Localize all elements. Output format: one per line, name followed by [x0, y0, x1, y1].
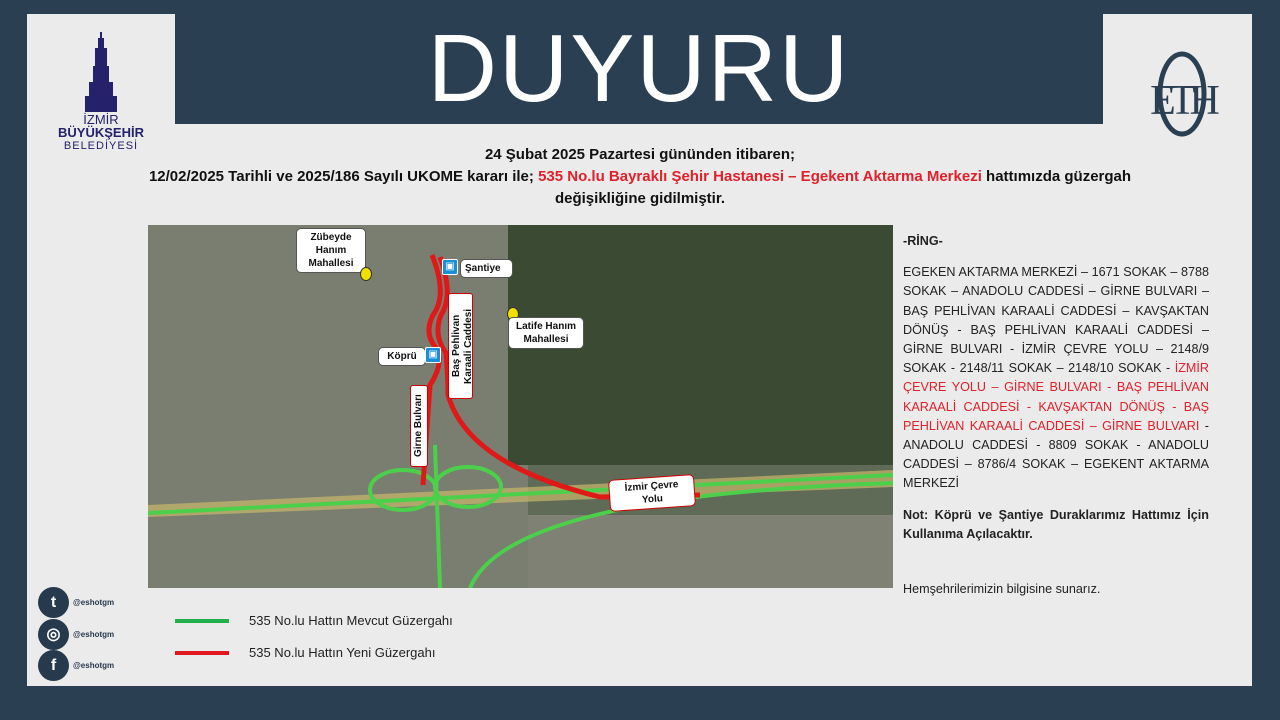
- route-map: [148, 225, 893, 588]
- svg-text:BÜYÜKŞEHİR: BÜYÜKŞEHİR: [58, 125, 144, 140]
- facebook-link[interactable]: [38, 650, 114, 681]
- map-label-zubeyde: Zübeyde Hanım Mahallesi: [296, 228, 366, 273]
- bus-stop-icon: ▣: [442, 259, 458, 275]
- svg-text:BELEDİYESİ: BELEDİYESİ: [63, 140, 139, 149]
- route-stops: [903, 263, 1209, 493]
- closing-text: Hemşehrilerimizin bilgisine sunarız.: [903, 582, 1101, 597]
- route-title: -RİNG-: [903, 234, 943, 248]
- clock-tower-icon: [27, 14, 175, 149]
- svg-text:ETH: ETH: [1150, 78, 1214, 124]
- map-label-kopru: Köprü: [378, 347, 426, 366]
- instagram-link[interactable]: [38, 619, 114, 650]
- izmir-buyuksehir-logo: [27, 14, 175, 149]
- route-text-changed: İZMİR ÇEVRE YOLU – GİRNE BULVARI - BAŞ PEHLİVAN KARAALİ CADDESİ - KAVŞAKTAN DÖNÜŞ - BAŞ PEHLİVAN KARAALİ CADDESİ – GİRNE BULVARI: [903, 361, 1209, 433]
- legend-new: [175, 645, 435, 660]
- map-label-girne: Girne Bulvarı: [410, 385, 428, 467]
- instagram-icon: ◎: [38, 619, 69, 650]
- route-text: EGEKEN AKTARMA MERKEZİ – 1671 SOKAK – 8788 SOKAK – ANADOLU CADDESİ – GİRNE BULVARI – BAŞ PEHLİVAN KARAALİ CADDESİ – KAVŞAKTAN DÖNÜŞ - BAŞ PEHLİVAN KARAALİ CADDESİ – GİRNE BULVARI - İZMİR ÇEVRE YOLU – 2148/9 SOKAK - 2148/11 SOKAK – 2148/10 SOKAK -: [903, 265, 1209, 376]
- social-handle: @eshotgm: [73, 598, 115, 607]
- twitter-link[interactable]: [38, 587, 114, 618]
- social-handle: @eshotgm: [73, 630, 115, 639]
- legend-label: 535 No.lu Hattın Yeni Güzergahı: [249, 645, 436, 660]
- facebook-icon: f: [38, 650, 69, 681]
- map-label-latife: Latife Hanım Mahallesi: [508, 317, 584, 349]
- legend-label: 535 No.lu Hattın Mevcut Güzergahı: [249, 613, 453, 628]
- intro-text: 12/02/2025 Tarihli ve 2025/186 Sayılı UKOME kararı ile;: [148, 168, 539, 185]
- social-handle: @eshotgm: [73, 661, 115, 670]
- map-label-baspehlivan: Baş Pehlivan Karaali Caddesi: [448, 293, 473, 399]
- note: Not: Köprü ve Şantiye Duraklarımız Hattımız İçin Kullanıma Açılacaktır.: [903, 507, 1209, 541]
- route-text: - ANADOLU CADDESİ - 8809 SOKAK - ANADOLU CADDESİ – 8786/4 SOKAK – EGEKENT AKTARMA MERKEZİ: [903, 418, 1209, 491]
- eshot-logo: [1103, 14, 1252, 149]
- map-label-santiye: Şantiye: [460, 259, 513, 278]
- green-line-swatch: [175, 619, 229, 623]
- route-description: [903, 232, 1209, 599]
- route-name: 535 No.lu Bayraklı Şehir Hastanesi – Egekent Aktarma Merkezi: [538, 168, 982, 185]
- intro-text: hattımızda güzergah: [981, 168, 1132, 185]
- svg-text:İZMİR: İZMİR: [83, 112, 119, 127]
- page-title: DUYURU: [175, 14, 1103, 124]
- intro-line-1: 24 Şubat 2025 Pazartesi gününden itibaren;: [484, 146, 796, 163]
- intro-line-3: değişikliğine gidilmiştir.: [554, 190, 726, 207]
- red-line-swatch: [175, 651, 229, 655]
- legend-current: [175, 613, 453, 628]
- map-label-cevre-yolu: İzmir Çevre Yolu: [608, 474, 696, 512]
- intro-line-2: [60, 168, 1220, 185]
- location-pin-icon: [360, 267, 372, 281]
- bus-stop-icon: ▣: [425, 347, 441, 363]
- twitter-icon: t: [38, 587, 69, 618]
